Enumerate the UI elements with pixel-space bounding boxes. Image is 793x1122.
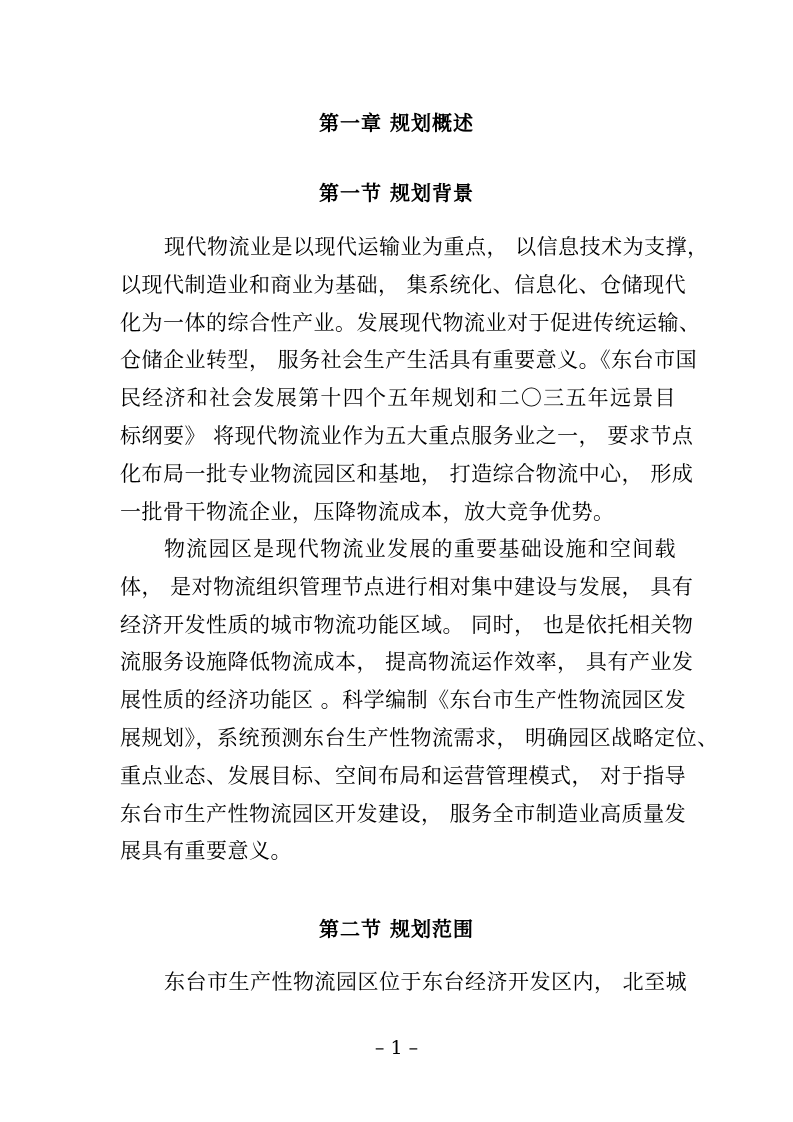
paragraph-line: 物流园区是现代物流业发展的重要基础设施和空间载 [164, 537, 676, 561]
paragraph-line: 化布局一批专业物流园区和基地， 打造综合物流中心， 形成 [120, 461, 694, 486]
section-title-scope: 第二节 规划范围 [319, 917, 474, 941]
paragraph-line: 仓储企业转型， 服务社会生产生活具有重要意义。《东台市国 [120, 348, 698, 373]
paragraph-line: 民经济和社会发展第十四个五年规划和二〇三五年远景目 [120, 386, 676, 411]
paragraph-line: 重点业态、发展目标、空间布局和运营管理模式， 对于指导 [120, 763, 687, 788]
paragraph-background-1 [120, 229, 709, 531]
paragraph-line: 东台市生产性物流园区位于东台经济开发区内， 北至城 [164, 970, 688, 994]
paragraph-scope-1 [120, 964, 688, 1002]
chapter-title: 第一章 规划概述 [319, 111, 474, 135]
paragraph-line: 标纲要》 将现代物流业作为五大重点服务业之一， 要求节点 [120, 423, 694, 448]
paragraph-line: 展规划》，系统预测东台生产性物流需求， 明确园区战略定位、 [120, 725, 719, 750]
paragraph-line: 流服务设施降低物流成本， 提高物流运作效率， 具有产业发 [120, 650, 694, 675]
paragraph-line: 化为一体的综合性产业。发展现代物流业对于促进传统运输、 [120, 310, 701, 335]
paragraph-line: 体， 是对物流组织管理节点进行相对集中建设与发展， 具有 [120, 574, 694, 599]
paragraph-line: 以现代制造业和商业为基础， 集系统化、信息化、仓储现代 [120, 272, 687, 297]
paragraph-line: 展具有重要意义。 [120, 839, 292, 864]
section-title-background: 第一节 规划背景 [319, 181, 474, 205]
paragraph-line: 展性质的经济功能区 。科学编制《东台市生产性物流园区发 [120, 688, 687, 713]
paragraph-background-2 [120, 531, 719, 871]
paragraph-line: 现代物流业是以现代运输业为重点， 以信息技术为支撑， [164, 235, 709, 259]
paragraph-line: 东台市生产性物流园区开发建设， 服务全市制造业高质量发 [120, 801, 687, 826]
paragraph-line: 经济开发性质的城市物流功能区域。 同时， 也是依托相关物 [120, 612, 694, 637]
page-number: – 1 – [374, 1037, 419, 1059]
paragraph-line: 一批骨干物流企业，压降物流成本，放大竞争优势。 [120, 499, 615, 524]
